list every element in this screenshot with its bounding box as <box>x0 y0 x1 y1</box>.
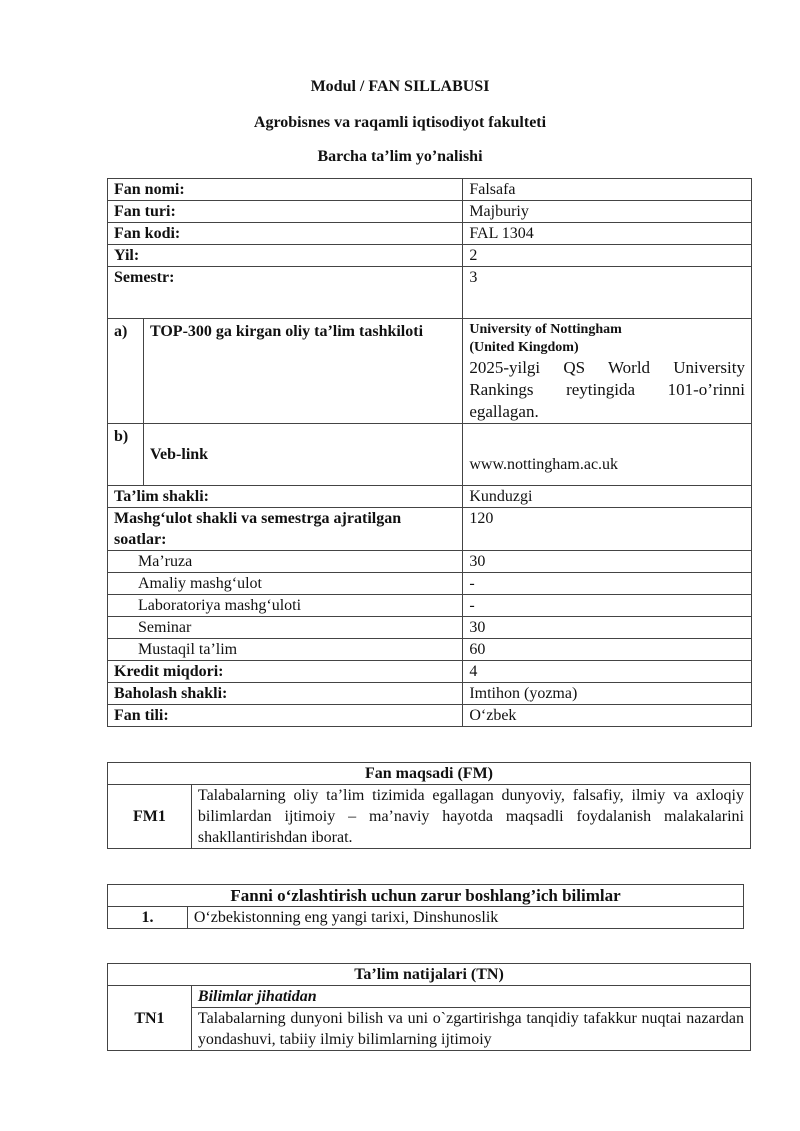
tn-subheader: Bilimlar jihatidan <box>191 986 750 1008</box>
hours-row-mustaqil <box>108 639 752 661</box>
hours-value: - <box>463 595 752 617</box>
hours-row-maruza <box>108 551 752 573</box>
tn-code: TN1 <box>108 986 192 1051</box>
university-ranking: 2025-yilgi QS World University Rankings reytingida 101-o’rinni egallagan. <box>469 358 745 421</box>
kredit-label: Kredit miqdori: <box>108 661 463 683</box>
weblink-row <box>108 424 752 486</box>
fan-nomi-row <box>108 179 752 201</box>
university-name: University of Nottingham <box>469 322 622 337</box>
hours-row-seminar <box>108 617 752 639</box>
kredit-value: 4 <box>463 661 752 683</box>
tn-header: Ta’lim natijalari (TN) <box>108 964 751 986</box>
fm-text: Talabalarning oliy ta’lim tizimida egallagan dunyoviy, falsafiy, ilmiy va axloqiy bilimlardan ijtimoiy – ma’naviy hayotda maqsadli foydalanish malakalarini shakllantirishdan iborat. <box>191 785 750 849</box>
fan-maqsadi-table <box>107 762 751 849</box>
tn-text: Talabalarning dunyoni bilish va uni o`zgartirishga tanqidiy tafakkur nuqtai nazardan yondashuvi, tabiiy ilmiy bilimlarning ijtimoiy <box>191 1008 750 1051</box>
fan-kodi-value: FAL 1304 <box>463 223 752 245</box>
fan-tili-value: O‘zbek <box>463 705 752 727</box>
direction-name: Barcha ta’lim yo’nalishi <box>317 148 483 165</box>
fm-code: FM1 <box>108 785 192 849</box>
fan-tili-label: Fan tili: <box>108 705 463 727</box>
university-country: (United Kingdom) <box>469 340 579 355</box>
hours-label: Laboratoriya mashg‘uloti <box>108 595 463 617</box>
hours-value: 30 <box>463 617 752 639</box>
prereq-text: O‘zbekistonning eng yangi tarixi, Dinshunoslik <box>187 907 743 929</box>
hours-row-amaliy <box>108 573 752 595</box>
prereq-header: Fanni o‘zlashtirish uchun zarur boshlang’ich bilimlar <box>108 885 744 907</box>
weblink-label: Veb-link <box>143 424 462 486</box>
mashgulot-label: Mashg‘ulot shakli va semestrga ajratilgan soatlar: <box>108 508 463 551</box>
baholash-label: Baholash shakli: <box>108 683 463 705</box>
fan-nomi-label: Fan nomi: <box>108 179 463 201</box>
faculty-name: Agrobisnes va raqamli iqtisodiyot fakulteti <box>253 114 547 131</box>
fan-turi-label: Fan turi: <box>108 201 463 223</box>
yil-label: Yil: <box>108 245 463 267</box>
hours-value: - <box>463 573 752 595</box>
weblink-value: www.nottingham.ac.uk <box>463 424 752 486</box>
baholash-value: Imtihon (yozma) <box>463 683 752 705</box>
course-info-table <box>107 178 752 727</box>
hours-row-laboratoriya <box>108 595 752 617</box>
hours-label: Seminar <box>108 617 463 639</box>
mashgulot-row <box>108 508 752 551</box>
semestr-row <box>108 267 752 319</box>
talim-shakli-value: Kunduzgi <box>463 486 752 508</box>
top300-row <box>108 319 752 424</box>
semestr-value: 3 <box>463 267 752 319</box>
fan-kodi-row <box>108 223 752 245</box>
kredit-row <box>108 661 752 683</box>
mashgulot-value: 120 <box>463 508 752 551</box>
top300-value <box>463 319 752 424</box>
baholash-row <box>108 683 752 705</box>
fan-kodi-label: Fan kodi: <box>108 223 463 245</box>
top300-label: TOP-300 ga kirgan oliy ta’lim tashkiloti <box>143 319 462 424</box>
hours-value: 30 <box>463 551 752 573</box>
document-title: Modul / FAN SILLABUSI <box>310 78 490 95</box>
semestr-label: Semestr: <box>108 267 463 319</box>
row-b-marker: b) <box>108 424 144 486</box>
hours-label: Mustaqil ta’lim <box>108 639 463 661</box>
row-a-marker: a) <box>108 319 144 424</box>
talim-natijalari-table <box>107 963 751 1051</box>
fan-tili-row <box>108 705 752 727</box>
fan-nomi-value: Falsafa <box>463 179 752 201</box>
prereq-number: 1. <box>108 907 188 929</box>
hours-value: 60 <box>463 639 752 661</box>
talim-shakli-label: Ta’lim shakli: <box>108 486 463 508</box>
fan-turi-row <box>108 201 752 223</box>
fan-turi-value: Majburiy <box>463 201 752 223</box>
yil-value: 2 <box>463 245 752 267</box>
prerequisites-table <box>107 884 744 929</box>
hours-label: Ma’ruza <box>108 551 463 573</box>
talim-shakli-row <box>108 486 752 508</box>
fm-header: Fan maqsadi (FM) <box>108 763 751 785</box>
yil-row <box>108 245 752 267</box>
hours-label: Amaliy mashg‘ulot <box>108 573 463 595</box>
